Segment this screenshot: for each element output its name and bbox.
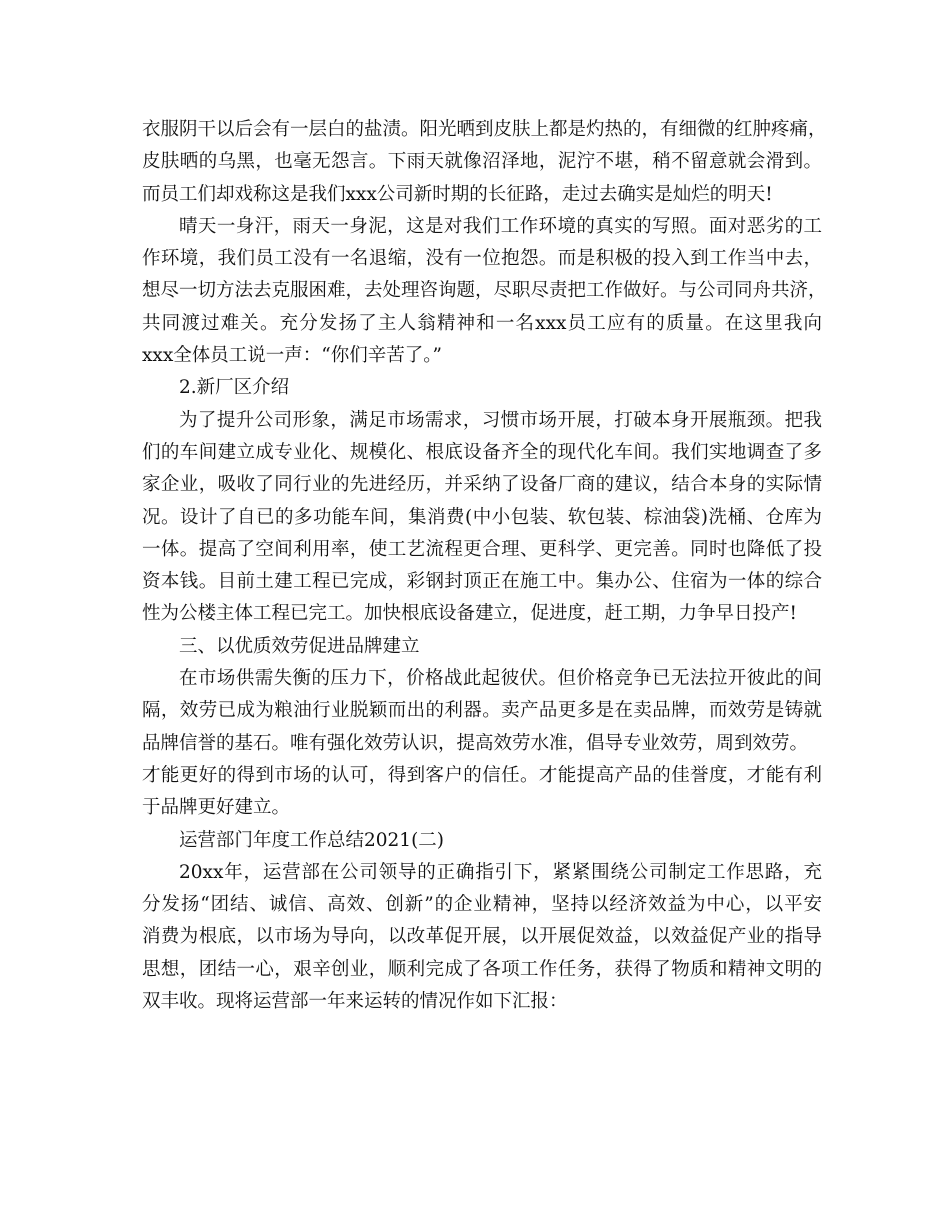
text-line: 才能更好的得到市场的认可，得到客户的信任。才能提高产品的佳誉度，才能有利 [142, 764, 822, 786]
text-line: 隔，效劳已成为粮油行业脱颖而出的利器。卖产品更多是在卖品牌，而效劳是铸就 [142, 700, 822, 722]
text-line: 作环境，我们员工没有一名退缩，没有一位抱怨。而是积极的投入到工作当中去， [142, 248, 822, 270]
text-line: 衣服阴干以后会有一层白的盐渍。阳光晒到皮肤上都是灼热的，有细微的红肿疼痛， [142, 119, 827, 140]
text-line: 运营部门年度工作总结2021(二) [179, 829, 445, 851]
text-line: 一体。提高了空间利用率，使工艺流程更合理、更科学、更完善。同时也降低了投 [142, 538, 822, 560]
text-line: 为了提升公司形象，满足市场需求，习惯市场开展，打破本身开展瓶颈。把我 [179, 409, 822, 431]
text-line: 2.新厂区介绍 [179, 377, 290, 399]
text-line: 资本钱。目前土建工程已完成，彩钢封顶正在施工中。集办公、住宿为一体的综合 [142, 571, 822, 593]
text-line: 三、以优质效劳促进品牌建立 [179, 635, 420, 657]
text-line: 皮肤晒的乌黑，也毫无怨言。下雨天就像沼泽地，泥泞不堪，稍不留意就会滑到。 [142, 151, 822, 173]
text-line: 品牌信誉的基石。唯有强化效劳认识，提高效劳水准，倡导专业效劳，周到效劳。 [142, 732, 809, 754]
text-line: 分发扬“团结、诚信、高效、创新”的企业精神，坚持以经济效益为中心，以平安 [142, 894, 822, 916]
text-line: 家企业，吸收了同行业的先进经历，并采纳了设备厂商的建议，结合本身的实际情 [142, 474, 822, 496]
text-line: 共同渡过难关。充分发扬了主人翁精神和一名xxx员工应有的质量。在这里我向 [142, 312, 822, 334]
text-line: xxx全体员工说一声：“你们辛苦了。” [142, 345, 442, 367]
text-line: 晴天一身汗，雨天一身泥，这是对我们工作环境的真实的写照。面对恶劣的工 [179, 215, 822, 237]
text-line: 于品牌更好建立。 [142, 797, 291, 819]
text-line: 在市场供需失衡的压力下，价格战此起彼伏。但价格竞争已无法拉开彼此的间 [179, 668, 822, 690]
text-line: 思想，团结一心，艰辛创业，顺利完成了各项工作任务，获得了物质和精神文明的 [142, 958, 822, 980]
text-line: 想尽一切方法去克服困难，去处理咨询题，尽职尽责把工作做好。与公司同舟共济， [142, 280, 827, 302]
text-line: 消费为根底，以市场为导向，以改革促开展，以开展促效益，以效益促产业的指导 [142, 926, 822, 948]
text-line: 们的车间建立成专业化、规模化、根底设备齐全的现代化车间。我们实地调查了多 [142, 441, 822, 463]
text-line: 性为公楼主体工程已完工。加快根底设备建立，促进度，赶工期，力争早日投产! [142, 603, 797, 625]
text-line: 况。设计了自已的多功能车间，集消费(中小包装、软包装、棕油袋)洗桶、仓库为 [142, 506, 822, 528]
text-line: 而员工们却戏称这是我们xxx公司新时期的长征路，走过去确实是灿烂的明天! [142, 183, 773, 205]
document-body [142, 114, 827, 1018]
text-line: 20xx年，运营部在公司领导的正确指引下，紧紧围绕公司制定工作思路，充 [179, 861, 822, 883]
text-line: 双丰收。现将运营部一年来运转的情况作如下汇报： [142, 991, 568, 1013]
